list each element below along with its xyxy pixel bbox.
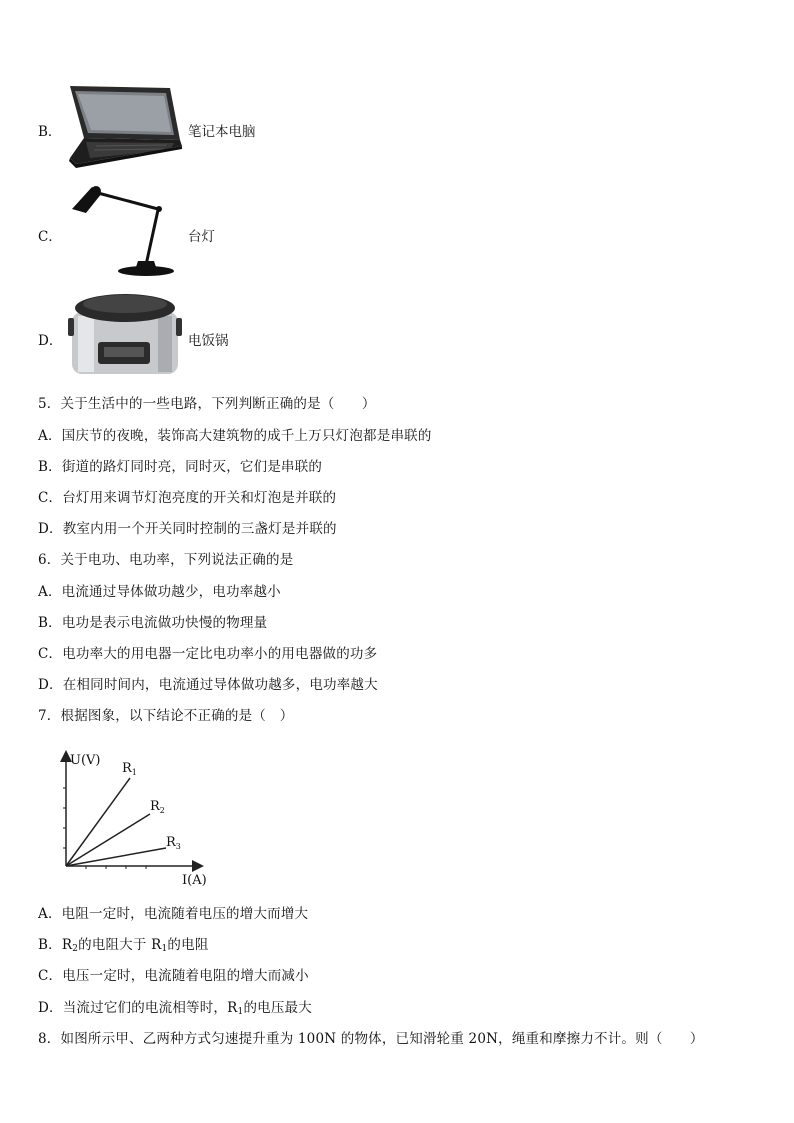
question-5-option-b: B．街道的路灯同时亮，同时灭，它们是串联的 — [38, 459, 323, 475]
question-5-option-c: C．台灯用来调节灯泡亮度的开关和灯泡是并联的 — [38, 490, 337, 506]
x-axis-label: I(A) — [182, 873, 207, 888]
question-5-option-d: D．教室内用一个开关同时控制的三盏灯是并联的 — [38, 521, 337, 537]
option-label-c: C． — [38, 229, 62, 245]
option-label-b: B． — [38, 124, 62, 140]
r3-label: $R_3$ — [166, 835, 181, 851]
question-6-option-c: C．电功率大的用电器一定比电功率小的用电器做的功多 — [38, 646, 378, 662]
option-name-laptop: 笔记本电脑 — [188, 124, 256, 140]
question-6-option-b: B．电功是表示电流做功快慢的物理量 — [38, 615, 268, 631]
option-name-rice-cooker: 电饭锅 — [188, 333, 229, 349]
question-6-option-a: A．电流通过导体做功越少，电功率越小 — [38, 584, 281, 600]
question-7-option-b: B．$R_2$的电阻大于 $R_1$的电阻 — [38, 937, 209, 954]
question-6-stem: 6．关于电功、电功率，下列说法正确的是 — [38, 552, 294, 568]
option-label-d: D． — [38, 333, 63, 349]
y-axis-label: U(V) — [70, 753, 101, 768]
question-6-option-d: D．在相同时间内，电流通过导体做功越多，电功率越大 — [38, 677, 378, 693]
question-7-option-a: A．电阻一定时，电流随着电压的增大而增大 — [38, 906, 309, 922]
laptop-icon — [66, 82, 184, 172]
option-name-desk-lamp: 台灯 — [188, 229, 215, 245]
question-8-stem: 8．如图所示甲、乙两种方式匀速提升重为 100N 的物体，已知滑轮重 20N，绳重和摩擦力不计。则（ ） — [38, 1031, 704, 1047]
rice-cooker-icon — [68, 290, 182, 380]
question-7-option-c: C．电压一定时，电流随着电阻的增大而减小 — [38, 968, 309, 984]
r1-label: $R_1$ — [122, 761, 137, 777]
question-7-stem: 7．根据图象，以下结论不正确的是（ ） — [38, 708, 294, 724]
r2-label: $R_2$ — [150, 799, 165, 815]
question-5-stem: 5．关于生活中的一些电路，下列判断正确的是（ ） — [38, 396, 376, 412]
line-r1 — [66, 778, 130, 866]
desk-lamp-icon — [66, 183, 176, 281]
question-7-option-d: D．当流过它们的电流相等时，$R_1$的电压最大 — [38, 1000, 312, 1017]
u-i-graph — [48, 748, 218, 890]
question-5-option-a: A．国庆节的夜晚，装饰高大建筑物的成千上万只灯泡都是串联的 — [38, 428, 432, 444]
